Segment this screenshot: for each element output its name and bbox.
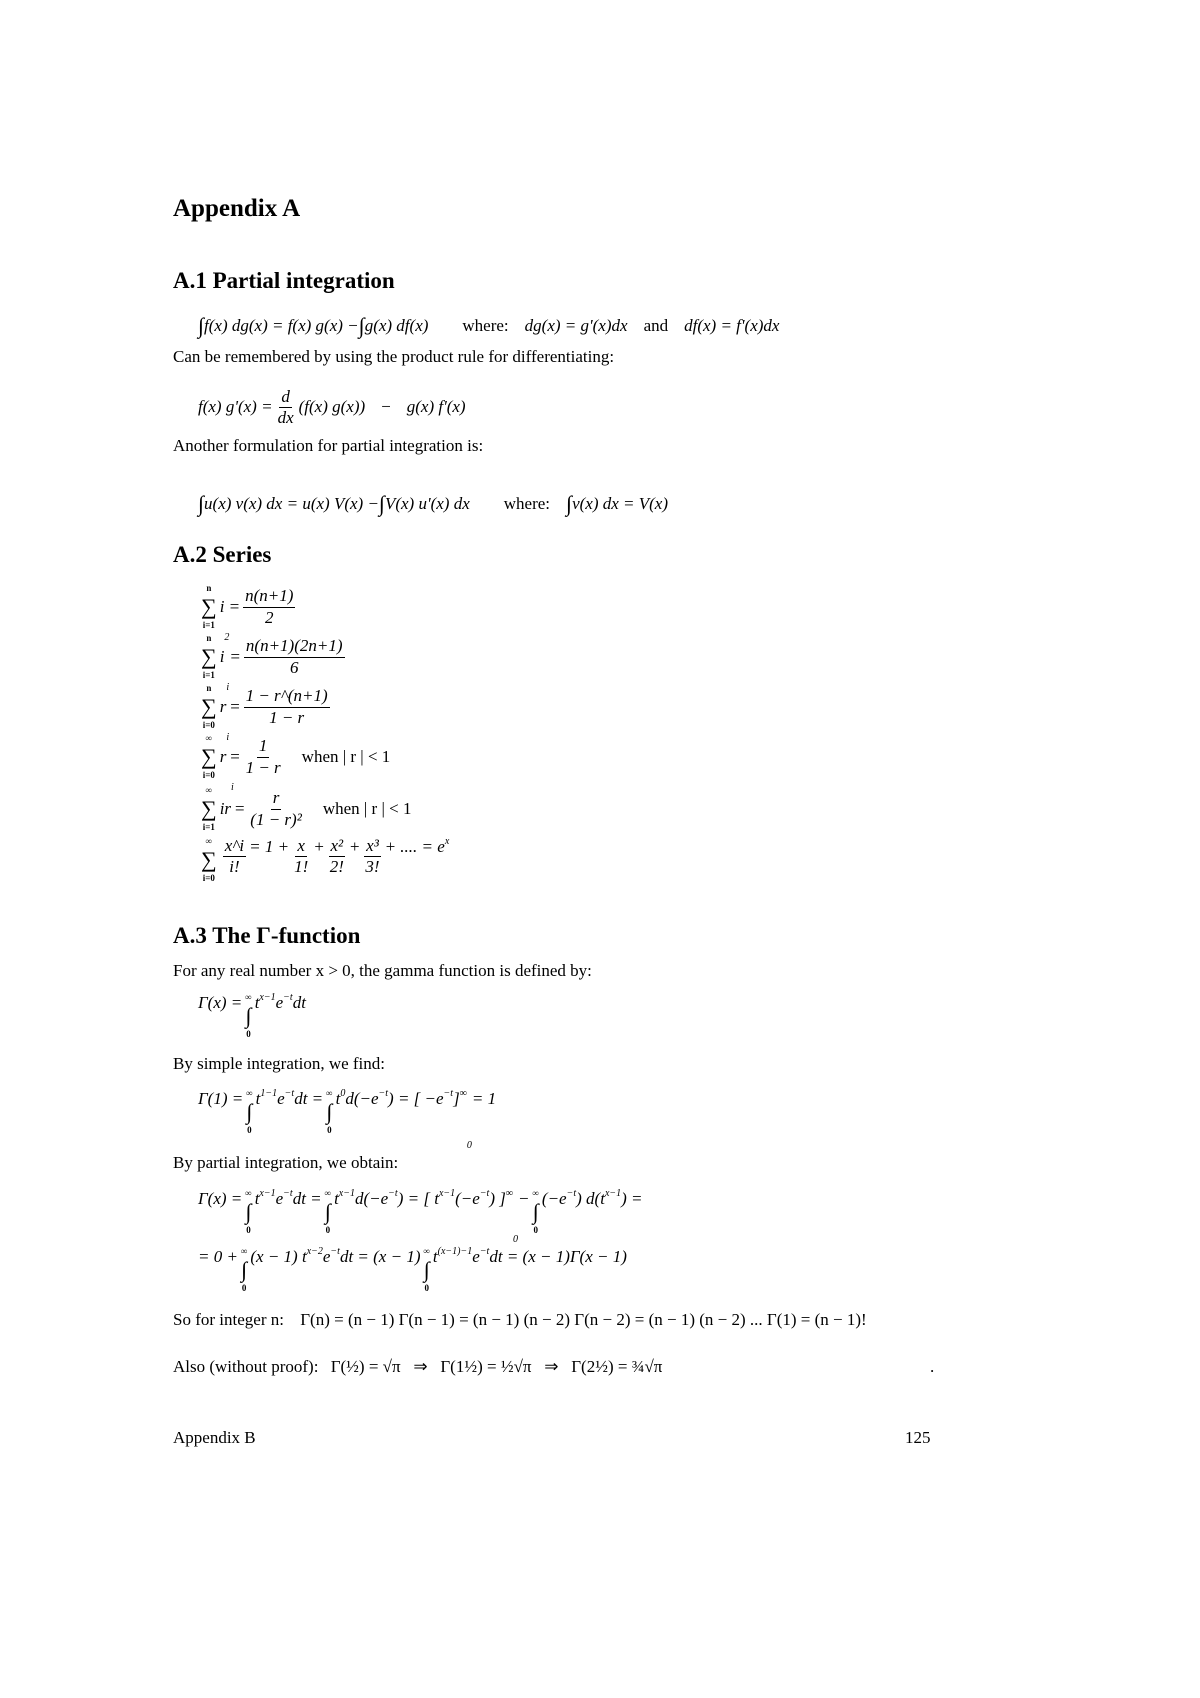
upper-limit: ∞ bbox=[245, 992, 252, 1002]
upper-limit: ∞ bbox=[532, 1188, 539, 1198]
text-another-formulation: Another formulation for partial integration is: bbox=[173, 436, 484, 455]
lower-limit: 0 bbox=[241, 1283, 247, 1294]
math-text: t bbox=[432, 1247, 438, 1266]
numerator: x bbox=[295, 836, 307, 857]
math-text: e bbox=[322, 1247, 331, 1266]
definite-integral bbox=[245, 1188, 251, 1236]
denominator: 1! bbox=[294, 857, 309, 877]
math-text: Γ(x) = bbox=[198, 1189, 243, 1208]
operator-symbol: ∫ bbox=[245, 1002, 252, 1028]
math-text: ) ] bbox=[489, 1189, 506, 1208]
upper-limit: ∞ bbox=[240, 1246, 248, 1256]
section-heading-a3: A.3 The Γ-function bbox=[173, 923, 361, 948]
math-text: g(x) df(x) bbox=[364, 315, 429, 335]
definite-integral bbox=[533, 1188, 539, 1236]
math-text: dt = bbox=[294, 1089, 324, 1108]
plain-text: − bbox=[381, 397, 391, 417]
trailing-dot: . bbox=[930, 1357, 935, 1376]
page-number: 125 bbox=[905, 1428, 931, 1447]
series-equation bbox=[173, 782, 1200, 836]
math-text: ir bbox=[219, 798, 232, 818]
superscript: −t bbox=[284, 1088, 295, 1099]
label: Also (without proof): bbox=[173, 1357, 319, 1376]
superscript: x−1 bbox=[259, 1188, 276, 1199]
definite-integral bbox=[326, 1088, 332, 1136]
upper-limit: ∞ bbox=[326, 1088, 333, 1098]
math-text: (f(x) g(x)) bbox=[298, 397, 366, 417]
math-text: u(x) v(x) dx = u(x) V(x) − bbox=[204, 494, 379, 514]
math-text: dt = bbox=[292, 1189, 322, 1208]
superscript: x−1 bbox=[438, 1188, 456, 1199]
math-text: f(x) dg(x) = f(x) g(x) − bbox=[204, 315, 359, 335]
math-text: t bbox=[334, 1189, 339, 1208]
footer-left: Appendix B bbox=[173, 1428, 256, 1447]
math-text: d(−e bbox=[345, 1089, 379, 1108]
fraction bbox=[244, 636, 345, 678]
math-text: dt = (x − 1) bbox=[339, 1247, 421, 1266]
math-text: d(−e bbox=[354, 1189, 389, 1208]
math-text: ) = bbox=[621, 1189, 643, 1208]
lower-limit: i=1 bbox=[202, 822, 215, 833]
numerator: 1 − r^(n+1) bbox=[244, 686, 330, 707]
lower-limit: 0 bbox=[246, 1029, 251, 1040]
math-text: v(x) dx = V(x) bbox=[572, 494, 668, 514]
superscript: x−1 bbox=[259, 992, 276, 1003]
math-text: V(x) u'(x) dx bbox=[384, 494, 470, 514]
lower-limit: 0 bbox=[247, 1125, 252, 1136]
math-text: i = bbox=[219, 596, 241, 616]
operator-symbol: ∑ bbox=[201, 693, 217, 719]
math-text: f(x) g'(x) = bbox=[198, 397, 273, 417]
integral-sign: ∫ bbox=[198, 312, 205, 338]
math-text: = 0 + bbox=[198, 1247, 238, 1266]
upper-limit: ∞ bbox=[423, 1246, 430, 1256]
text-gamma-definition: For any real number x > 0, the gamma function is defined by: bbox=[173, 961, 592, 980]
superscript: i bbox=[231, 782, 234, 793]
section-heading-a1: A.1 Partial integration bbox=[173, 268, 395, 293]
equation-gamma-half: Γ(½) = √π ⇒ Γ(1½) = ½√π ⇒ Γ(2½) = ¾√π bbox=[330, 1357, 663, 1376]
superscript: x−1 bbox=[604, 1188, 622, 1199]
denominator: 2 bbox=[265, 607, 274, 627]
math-text: dt bbox=[292, 993, 306, 1012]
equation-product-rule bbox=[173, 380, 1200, 435]
denominator: 1 − r bbox=[245, 757, 281, 777]
fraction bbox=[248, 788, 304, 830]
superscript: −t bbox=[443, 1088, 454, 1099]
plain-text: and bbox=[643, 315, 669, 335]
math-text: e bbox=[275, 1189, 284, 1208]
math-text: + bbox=[313, 837, 325, 856]
math-text: ) = [ −e bbox=[388, 1089, 444, 1108]
fraction bbox=[223, 836, 246, 878]
operator-symbol: ∫ bbox=[326, 1098, 333, 1124]
integral-sign: ∫ bbox=[358, 312, 365, 338]
subscript: 0 bbox=[513, 1234, 519, 1245]
math-text: e bbox=[277, 1089, 285, 1108]
denominator: 3! bbox=[365, 857, 380, 877]
math-text: (x − 1) t bbox=[250, 1247, 307, 1266]
operator-symbol: ∑ bbox=[201, 795, 217, 821]
math-text: i bbox=[219, 646, 225, 666]
equation-gamma-recursion bbox=[173, 1188, 1200, 1246]
operator-symbol: ∫ bbox=[324, 1198, 331, 1224]
math-text: (−e bbox=[541, 1189, 567, 1208]
summation bbox=[201, 785, 217, 833]
numerator: d bbox=[279, 387, 292, 408]
math-text: e bbox=[275, 993, 284, 1012]
definite-integral bbox=[325, 1188, 331, 1236]
superscript: −t bbox=[283, 992, 293, 1003]
subscript: 0 bbox=[466, 1140, 472, 1151]
math-text: = bbox=[229, 696, 241, 716]
text-without-proof bbox=[173, 1356, 1200, 1386]
lower-limit: i=1 bbox=[202, 670, 215, 681]
upper-limit: ∞ bbox=[245, 1188, 252, 1198]
lower-limit: 0 bbox=[325, 1225, 331, 1236]
text-partial-integration: By partial integration, we obtain: bbox=[173, 1153, 399, 1172]
operator-symbol: ∑ bbox=[201, 743, 217, 769]
superscript: −t bbox=[378, 1088, 389, 1099]
lower-limit: i=0 bbox=[202, 720, 215, 731]
denominator: 2! bbox=[329, 857, 344, 877]
integral-sign: ∫ bbox=[566, 491, 573, 517]
superscript: (x−1)−1 bbox=[437, 1246, 473, 1257]
upper-limit: n bbox=[206, 633, 212, 643]
math-text: Γ(x) = bbox=[198, 993, 243, 1012]
math-text: r bbox=[219, 746, 227, 766]
math-text: + .... = e bbox=[384, 837, 445, 856]
math-text: g(x) f'(x) bbox=[406, 397, 466, 417]
superscript: −t bbox=[330, 1246, 340, 1257]
series-equation bbox=[173, 732, 1200, 782]
lower-limit: 0 bbox=[246, 1225, 251, 1236]
math-text: t bbox=[255, 1089, 261, 1108]
fraction bbox=[328, 836, 346, 878]
series-equation bbox=[173, 836, 1200, 922]
math-text: dt = (x − 1)Γ(x − 1) bbox=[489, 1247, 627, 1266]
fraction bbox=[363, 836, 381, 878]
definite-integral bbox=[424, 1246, 430, 1294]
plain-text: when | r | < 1 bbox=[301, 746, 391, 766]
math-text: ) = [ t bbox=[397, 1189, 439, 1208]
upper-limit: n bbox=[206, 683, 212, 693]
numerator: n(n+1) bbox=[243, 586, 295, 607]
fraction bbox=[244, 736, 283, 778]
math-text: t bbox=[335, 1089, 341, 1108]
lower-limit: 0 bbox=[424, 1283, 429, 1294]
summation bbox=[201, 836, 217, 884]
section-heading-a2: A.2 Series bbox=[173, 542, 272, 567]
math-text: df(x) = f'(x)dx bbox=[684, 315, 780, 335]
math-text: Γ(1) = bbox=[198, 1089, 244, 1108]
equation-partial-integration-2 bbox=[173, 468, 1200, 541]
denominator: 6 bbox=[289, 657, 299, 677]
plain-text: when | r | < 1 bbox=[322, 798, 412, 818]
operator-symbol: ∫ bbox=[241, 1256, 248, 1282]
math-text: e bbox=[472, 1247, 480, 1266]
superscript: −t bbox=[566, 1188, 577, 1199]
series-equation bbox=[173, 582, 1200, 632]
numerator: x^i bbox=[223, 836, 246, 857]
operator-symbol: ∑ bbox=[201, 593, 217, 619]
equation-partial-integration bbox=[173, 306, 1200, 346]
superscript: ∞ bbox=[505, 1188, 514, 1199]
math-text: = 1 bbox=[471, 1089, 497, 1108]
superscript: −t bbox=[479, 1246, 490, 1257]
superscript: x bbox=[444, 836, 450, 847]
superscript: x−2 bbox=[306, 1246, 323, 1257]
upper-limit: ∞ bbox=[205, 785, 213, 795]
equation-gamma-definition bbox=[173, 992, 1200, 1053]
math-text: = bbox=[229, 646, 241, 666]
plain-text: where: bbox=[462, 315, 509, 335]
superscript: x−1 bbox=[338, 1188, 355, 1199]
superscript: −t bbox=[479, 1188, 490, 1199]
operator-symbol: ∫ bbox=[245, 1198, 252, 1224]
superscript: −t bbox=[388, 1188, 398, 1199]
operator-symbol: ∫ bbox=[532, 1198, 539, 1224]
superscript: −t bbox=[283, 1188, 293, 1199]
series-equation bbox=[173, 682, 1200, 732]
superscript: 1−1 bbox=[260, 1088, 278, 1099]
equation-gamma-recursion-2 bbox=[173, 1246, 1200, 1309]
fraction bbox=[276, 387, 296, 429]
superscript: i bbox=[226, 682, 230, 693]
upper-limit: ∞ bbox=[205, 836, 213, 846]
equation-factorial: Γ(n) = (n − 1) Γ(n − 1) = (n − 1) (n − 2) Γ(n − 2) = (n − 1) (n − 2) ... Γ(1) = (n − 1)! bbox=[300, 1310, 867, 1329]
lower-limit: i=1 bbox=[202, 620, 215, 631]
upper-limit: ∞ bbox=[246, 1088, 253, 1098]
definite-integral bbox=[241, 1246, 247, 1294]
lower-limit: 0 bbox=[533, 1225, 538, 1236]
math-text: t bbox=[254, 1189, 260, 1208]
numerator: x² bbox=[329, 836, 346, 857]
operator-symbol: ∫ bbox=[423, 1256, 430, 1282]
text-simple-integration: By simple integration, we find: bbox=[173, 1054, 385, 1073]
summation bbox=[201, 633, 217, 681]
operator-symbol: ∑ bbox=[201, 643, 217, 669]
math-text: = bbox=[229, 746, 241, 766]
math-text: − bbox=[518, 1189, 530, 1208]
denominator: i! bbox=[229, 857, 240, 877]
equation-gamma-one bbox=[173, 1088, 1200, 1152]
summation bbox=[201, 683, 217, 731]
operator-symbol: ∑ bbox=[201, 846, 217, 872]
definite-integral bbox=[246, 1088, 252, 1136]
denominator: 1 − r bbox=[269, 707, 305, 727]
math-text: ] bbox=[453, 1089, 460, 1108]
operator-symbol: ∫ bbox=[246, 1098, 253, 1124]
math-text: t bbox=[254, 993, 260, 1012]
integral-sign: ∫ bbox=[198, 491, 205, 517]
math-text: ) d(t bbox=[576, 1189, 605, 1208]
denominator: dx bbox=[277, 408, 294, 427]
superscript: 2 bbox=[224, 632, 230, 643]
math-text: + bbox=[348, 837, 361, 856]
math-text: r bbox=[219, 696, 227, 716]
plain-text: where: bbox=[503, 494, 551, 514]
page-title: Appendix A bbox=[173, 195, 301, 222]
superscript: i bbox=[226, 732, 230, 743]
lower-limit: i=0 bbox=[202, 770, 215, 781]
lower-limit: i=0 bbox=[202, 873, 215, 884]
math-text: dg(x) = g'(x)dx bbox=[524, 315, 628, 335]
numerator: n(n+1)(2n+1) bbox=[244, 636, 345, 657]
numerator: r bbox=[271, 788, 282, 809]
upper-limit: n bbox=[206, 583, 212, 593]
upper-limit: ∞ bbox=[205, 733, 213, 743]
superscript: ∞ bbox=[459, 1088, 467, 1099]
fraction bbox=[244, 686, 330, 728]
superscript: 0 bbox=[340, 1088, 346, 1099]
summation bbox=[201, 733, 217, 781]
label: So for integer n: bbox=[173, 1310, 284, 1329]
math-text: (−e bbox=[455, 1189, 480, 1208]
denominator: (1 − r)² bbox=[250, 809, 302, 829]
integral-sign: ∫ bbox=[378, 491, 385, 517]
numerator: 1 bbox=[257, 736, 270, 757]
fraction bbox=[243, 586, 295, 628]
definite-integral bbox=[245, 992, 251, 1040]
upper-limit: ∞ bbox=[324, 1188, 332, 1198]
summation bbox=[201, 583, 217, 631]
fraction bbox=[292, 836, 310, 878]
series-equation bbox=[173, 632, 1200, 682]
math-text: = bbox=[233, 798, 246, 818]
text-product-rule: Can be remembered by using the product rule for differentiating: bbox=[173, 347, 615, 366]
math-text: = 1 + bbox=[249, 837, 290, 856]
numerator: x³ bbox=[364, 836, 381, 857]
text-integer-n bbox=[173, 1309, 1200, 1356]
lower-limit: 0 bbox=[327, 1125, 332, 1136]
